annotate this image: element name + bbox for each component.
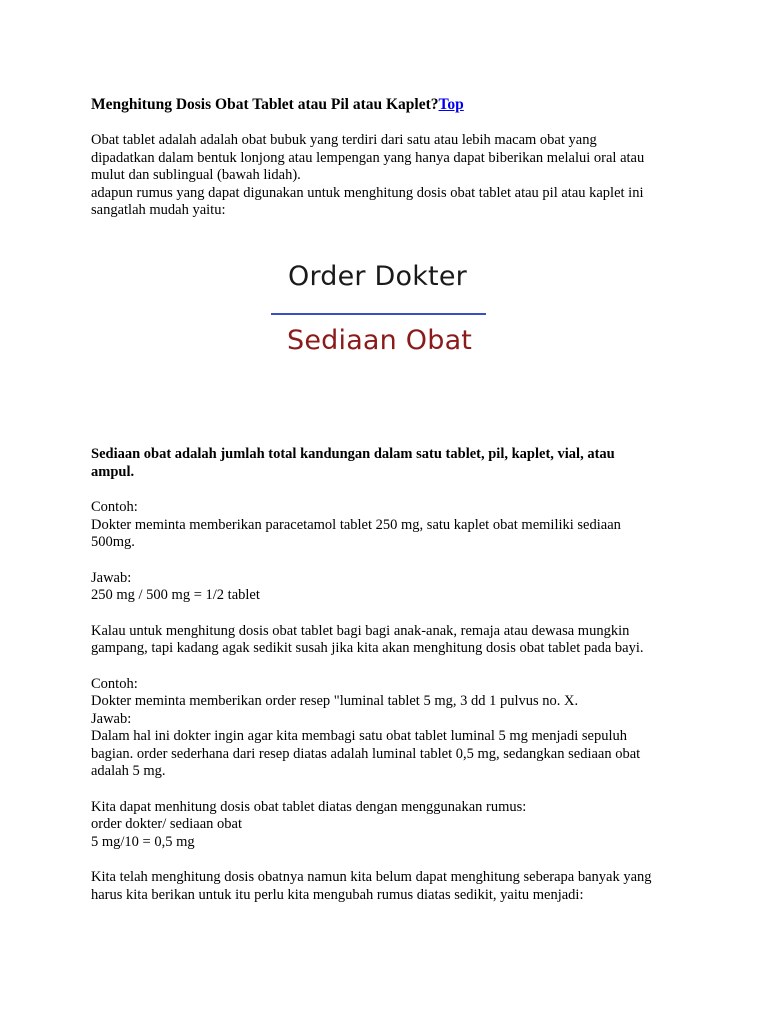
paragraph-2 [91, 623, 661, 658]
page-title-text: Menghitung Dosis Obat Tablet atau Pil atau Kaplet? [91, 96, 439, 113]
answer-text: 250 mg / 500 mg = 1/2 tablet [91, 587, 260, 603]
paragraph-line: Kita dapat menhitung dosis obat tablet diatas dengan menggunakan rumus: [91, 798, 527, 815]
paragraph-line: order dokter/ sediaan obat [91, 816, 242, 832]
example-label: Contoh: [91, 499, 138, 515]
intro-line: mulut dan sublingual (bawah lidah). [91, 167, 301, 183]
definition-line: Sediaan obat adalah jumlah total kandungan dalam satu tablet, pil, kaplet, vial, atau [91, 446, 615, 462]
formula-image [268, 262, 488, 372]
paragraph-line: 5 mg/10 = 0,5 mg [91, 833, 195, 850]
intro-line: Obat tablet adalah adalah obat bubuk yang terdiri dari satu atau lebih macam obat yang [91, 132, 597, 148]
paragraph-line: Kita telah menghitung dosis obatnya namun kita belum dapat menghitung seberapa banyak yang [91, 869, 652, 885]
intro-line: adapun rumus yang dapat digunakan untuk menghitung dosis obat tablet atau pil atau kaplet ini [91, 184, 644, 201]
paragraph-line: gampang, tapi kadang agak sedikit susah jika kita akan menghitung dosis obat tablet pada bayi. [91, 640, 644, 656]
intro-line: dipadatkan dalam bentuk lonjong atau lempengan yang hanya dapat biberikan melalui oral atau [91, 149, 645, 166]
formula-numerator: Order Dokter [288, 261, 467, 292]
document-top-section [91, 96, 691, 220]
paragraph-3 [91, 799, 661, 852]
example-line: bagian. order sederhana dari resep diatas adalah luminal tablet 0,5 mg, sedangkan sediaan obat [91, 745, 641, 762]
formula-denominator: Sediaan Obat [287, 325, 473, 356]
formula-fraction-line [271, 313, 486, 315]
example-line: Dokter meminta memberikan paracetamol tablet 250 mg, satu kaplet obat memiliki sediaan [91, 516, 621, 533]
page-title [91, 96, 691, 114]
example-label: Contoh: [91, 675, 138, 692]
paragraph-line: harus kita berikan untuk itu perlu kita mengubah rumus diatas sedikit, yaitu menjadi: [91, 886, 584, 903]
document-body-section [91, 446, 661, 904]
example-1 [91, 499, 661, 605]
paragraph-4 [91, 869, 661, 904]
definition-paragraph [91, 446, 661, 481]
intro-line: sangatlah mudah yaitu: [91, 202, 226, 218]
example-line: 500mg. [91, 534, 135, 550]
example-line: adalah 5 mg. [91, 763, 166, 779]
paragraph-line: Kalau untuk menghitung dosis obat tablet bagi bagi anak-anak, remaja atau dewasa mungkin [91, 622, 630, 639]
example-2 [91, 676, 661, 781]
answer-label: Jawab: [91, 710, 132, 727]
definition-line: ampul. [91, 463, 135, 480]
example-order: Dokter meminta memberikan order resep "luminal tablet 5 mg, 3 dd 1 pulvus no. X. [91, 693, 579, 709]
example-line: Dalam hal ini dokter ingin agar kita membagi satu obat tablet luminal 5 mg menjadi sepuluh [91, 728, 627, 744]
answer-label: Jawab: [91, 569, 132, 586]
top-link[interactable]: Top [438, 96, 464, 113]
intro-paragraph [91, 132, 691, 220]
